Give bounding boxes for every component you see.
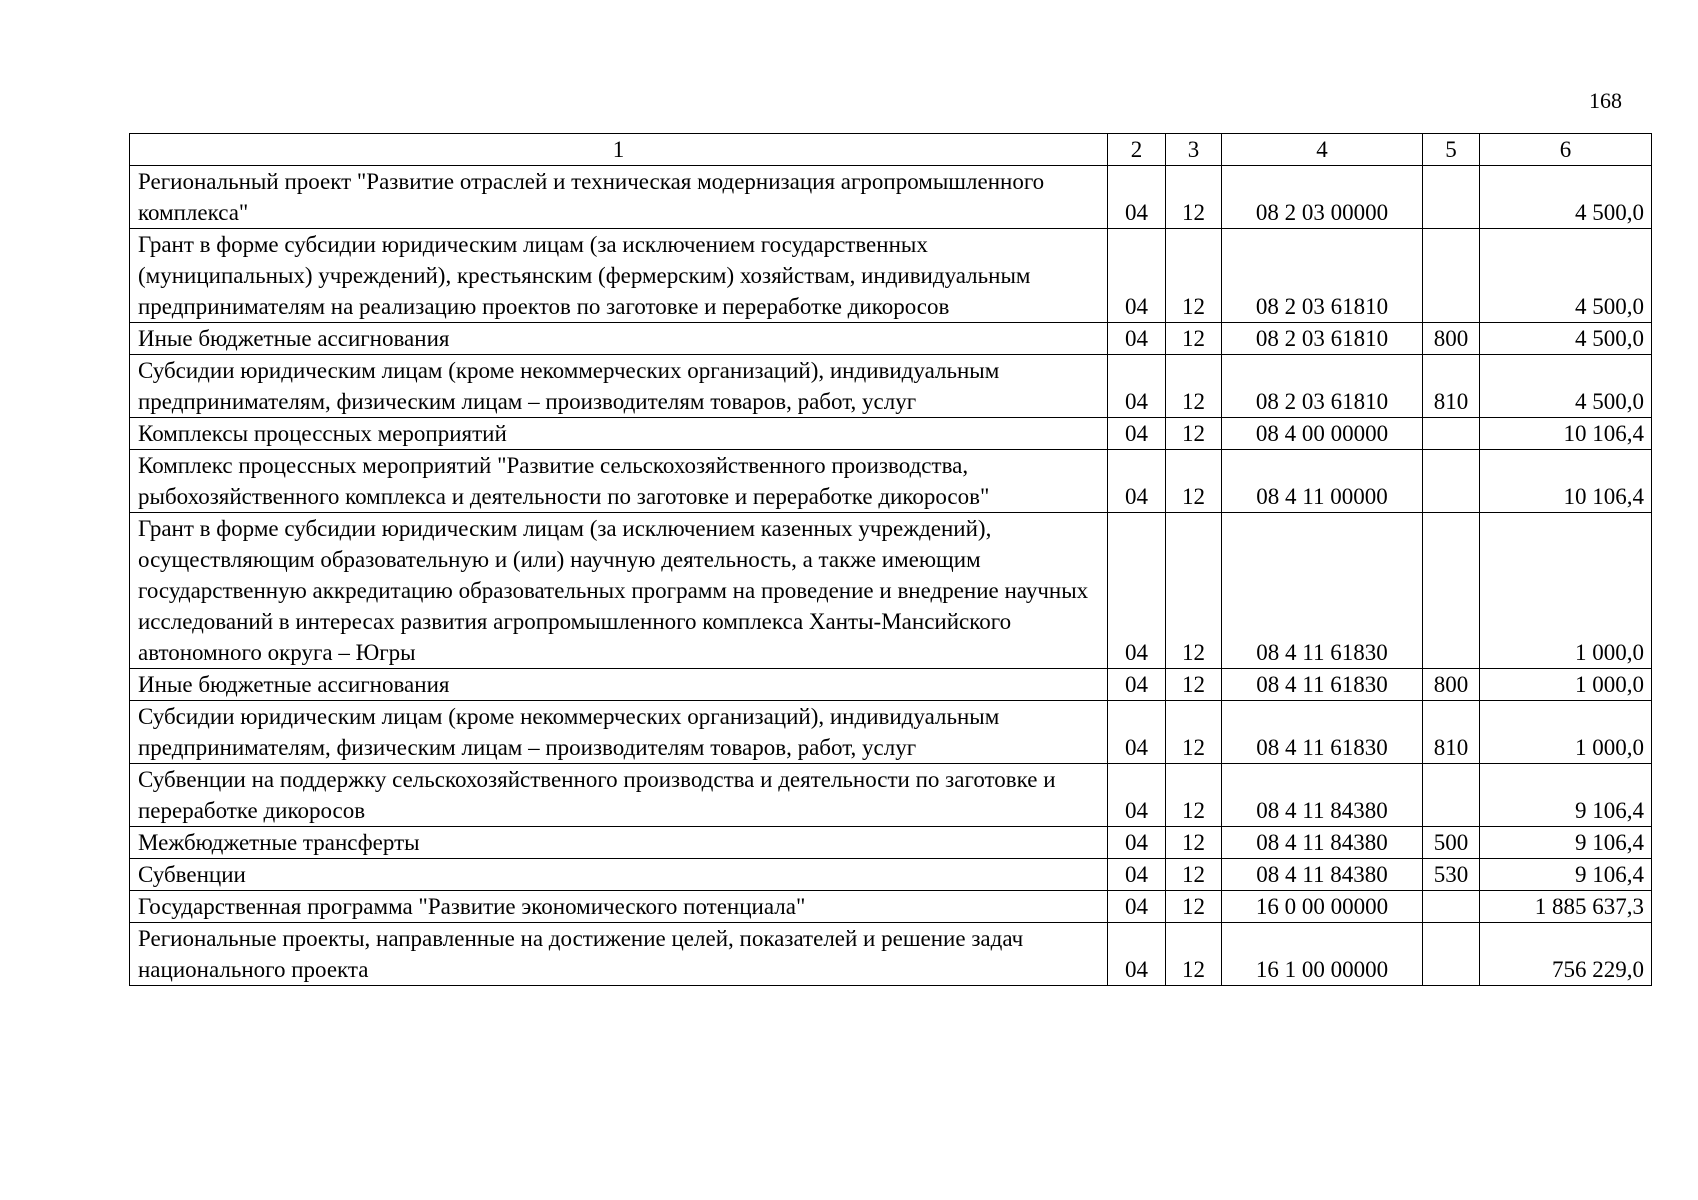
- cell-subsection: 12: [1166, 701, 1222, 764]
- cell-name: Грант в форме субсидии юридическим лицам (за исключением казенных учреждений), осуществляющим образовательную и (или) научную деятельность, а также имеющим государственную аккредитацию образовательных программ на проведение и внедрение научных исследований в интересах развития агропромышленного комплекса Ханты-Мансийского автономного округа – Югры: [130, 513, 1108, 669]
- cell-amount: 9 106,4: [1480, 827, 1652, 859]
- cell-amount: 4 500,0: [1480, 166, 1652, 229]
- cell-name: Межбюджетные трансферты: [130, 827, 1108, 859]
- table-row: [130, 827, 1652, 859]
- cell-subsection: 12: [1166, 355, 1222, 418]
- column-header-amount: 6: [1480, 134, 1652, 166]
- cell-subsection: 12: [1166, 323, 1222, 355]
- cell-subsection: 12: [1166, 166, 1222, 229]
- cell-expense-type: [1423, 450, 1480, 513]
- table-row: [130, 229, 1652, 323]
- cell-name: Субвенции на поддержку сельскохозяйственного производства и деятельности по заготовке и переработке дикоросов: [130, 764, 1108, 827]
- cell-section: 04: [1108, 166, 1166, 229]
- table-header-row: [130, 134, 1652, 166]
- cell-name: Грант в форме субсидии юридическим лицам (за исключением государственных (муниципальных) учреждений), крестьянским (фермерским) хозяйствам, индивидуальным предпринимателям на реализацию проектов по заготовке и переработке дикоросов: [130, 229, 1108, 323]
- cell-target-article: 08 4 11 84380: [1222, 827, 1423, 859]
- cell-target-article: 08 2 03 61810: [1222, 229, 1423, 323]
- cell-subsection: 12: [1166, 827, 1222, 859]
- cell-target-article: 08 4 11 00000: [1222, 450, 1423, 513]
- cell-section: 04: [1108, 891, 1166, 923]
- cell-amount: 4 500,0: [1480, 355, 1652, 418]
- cell-subsection: 12: [1166, 764, 1222, 827]
- cell-subsection: 12: [1166, 891, 1222, 923]
- column-header-target-article: 4: [1222, 134, 1423, 166]
- cell-name: Региональные проекты, направленные на достижение целей, показателей и решение задач национального проекта: [130, 923, 1108, 986]
- table-row: [130, 355, 1652, 418]
- cell-amount: 10 106,4: [1480, 418, 1652, 450]
- cell-amount: 1 000,0: [1480, 701, 1652, 764]
- cell-name: Региональный проект "Развитие отраслей и техническая модернизация агропромышленного комплекса": [130, 166, 1108, 229]
- cell-target-article: 08 2 03 61810: [1222, 355, 1423, 418]
- cell-expense-type: 530: [1423, 859, 1480, 891]
- cell-name: Государственная программа "Развитие экономического потенциала": [130, 891, 1108, 923]
- cell-amount: 4 500,0: [1480, 323, 1652, 355]
- column-header-section: 2: [1108, 134, 1166, 166]
- cell-name: Иные бюджетные ассигнования: [130, 323, 1108, 355]
- cell-section: 04: [1108, 513, 1166, 669]
- column-header-name: 1: [130, 134, 1108, 166]
- cell-name: Субсидии юридическим лицам (кроме некоммерческих организаций), индивидуальным предпринимателям, физическим лицам – производителям товаров, работ, услуг: [130, 701, 1108, 764]
- table-row: [130, 450, 1652, 513]
- cell-name: Комплексы процессных мероприятий: [130, 418, 1108, 450]
- cell-expense-type: [1423, 891, 1480, 923]
- cell-amount: 9 106,4: [1480, 859, 1652, 891]
- cell-section: 04: [1108, 859, 1166, 891]
- table-row: [130, 764, 1652, 827]
- cell-expense-type: [1423, 166, 1480, 229]
- cell-subsection: 12: [1166, 513, 1222, 669]
- cell-target-article: 16 1 00 00000: [1222, 923, 1423, 986]
- cell-expense-type: 810: [1423, 701, 1480, 764]
- cell-section: 04: [1108, 701, 1166, 764]
- cell-subsection: 12: [1166, 669, 1222, 701]
- cell-target-article: 08 4 11 84380: [1222, 859, 1423, 891]
- cell-name: Субсидии юридическим лицам (кроме некоммерческих организаций), индивидуальным предпринимателям, физическим лицам – производителям товаров, работ, услуг: [130, 355, 1108, 418]
- cell-amount: 4 500,0: [1480, 229, 1652, 323]
- column-header-subsection: 3: [1166, 134, 1222, 166]
- table-row: [130, 923, 1652, 986]
- cell-expense-type: [1423, 513, 1480, 669]
- cell-target-article: 08 4 11 61830: [1222, 513, 1423, 669]
- cell-amount: 1 000,0: [1480, 513, 1652, 669]
- cell-subsection: 12: [1166, 859, 1222, 891]
- cell-subsection: 12: [1166, 923, 1222, 986]
- cell-amount: 1 885 637,3: [1480, 891, 1652, 923]
- cell-amount: 9 106,4: [1480, 764, 1652, 827]
- cell-target-article: 08 4 11 61830: [1222, 669, 1423, 701]
- table-row: [130, 323, 1652, 355]
- budget-table: [129, 133, 1652, 986]
- cell-section: 04: [1108, 827, 1166, 859]
- cell-name: Иные бюджетные ассигнования: [130, 669, 1108, 701]
- cell-section: 04: [1108, 355, 1166, 418]
- cell-target-article: 16 0 00 00000: [1222, 891, 1423, 923]
- page-number: 168: [1589, 88, 1622, 113]
- cell-subsection: 12: [1166, 418, 1222, 450]
- table-row: [130, 418, 1652, 450]
- cell-target-article: 08 4 00 00000: [1222, 418, 1423, 450]
- cell-amount: 1 000,0: [1480, 669, 1652, 701]
- cell-subsection: 12: [1166, 450, 1222, 513]
- table-row: [130, 891, 1652, 923]
- cell-section: 04: [1108, 418, 1166, 450]
- cell-section: 04: [1108, 923, 1166, 986]
- table-row: [130, 669, 1652, 701]
- cell-expense-type: 500: [1423, 827, 1480, 859]
- cell-expense-type: 800: [1423, 323, 1480, 355]
- table-row: [130, 701, 1652, 764]
- cell-section: 04: [1108, 323, 1166, 355]
- cell-amount: 10 106,4: [1480, 450, 1652, 513]
- table-row: [130, 859, 1652, 891]
- cell-expense-type: [1423, 764, 1480, 827]
- cell-subsection: 12: [1166, 229, 1222, 323]
- cell-target-article: 08 2 03 00000: [1222, 166, 1423, 229]
- cell-expense-type: [1423, 229, 1480, 323]
- cell-section: 04: [1108, 669, 1166, 701]
- cell-section: 04: [1108, 229, 1166, 323]
- column-header-expense-type: 5: [1423, 134, 1480, 166]
- cell-target-article: 08 4 11 84380: [1222, 764, 1423, 827]
- cell-name: Субвенции: [130, 859, 1108, 891]
- cell-expense-type: 810: [1423, 355, 1480, 418]
- cell-expense-type: [1423, 923, 1480, 986]
- cell-name: Комплекс процессных мероприятий "Развитие сельскохозяйственного производства, рыбохозяйственного комплекса и деятельности по заготовке и переработке дикоросов": [130, 450, 1108, 513]
- cell-expense-type: [1423, 418, 1480, 450]
- table-row: [130, 166, 1652, 229]
- cell-target-article: 08 2 03 61810: [1222, 323, 1423, 355]
- cell-expense-type: 800: [1423, 669, 1480, 701]
- cell-target-article: 08 4 11 61830: [1222, 701, 1423, 764]
- table-row: [130, 513, 1652, 669]
- cell-amount: 756 229,0: [1480, 923, 1652, 986]
- cell-section: 04: [1108, 764, 1166, 827]
- cell-section: 04: [1108, 450, 1166, 513]
